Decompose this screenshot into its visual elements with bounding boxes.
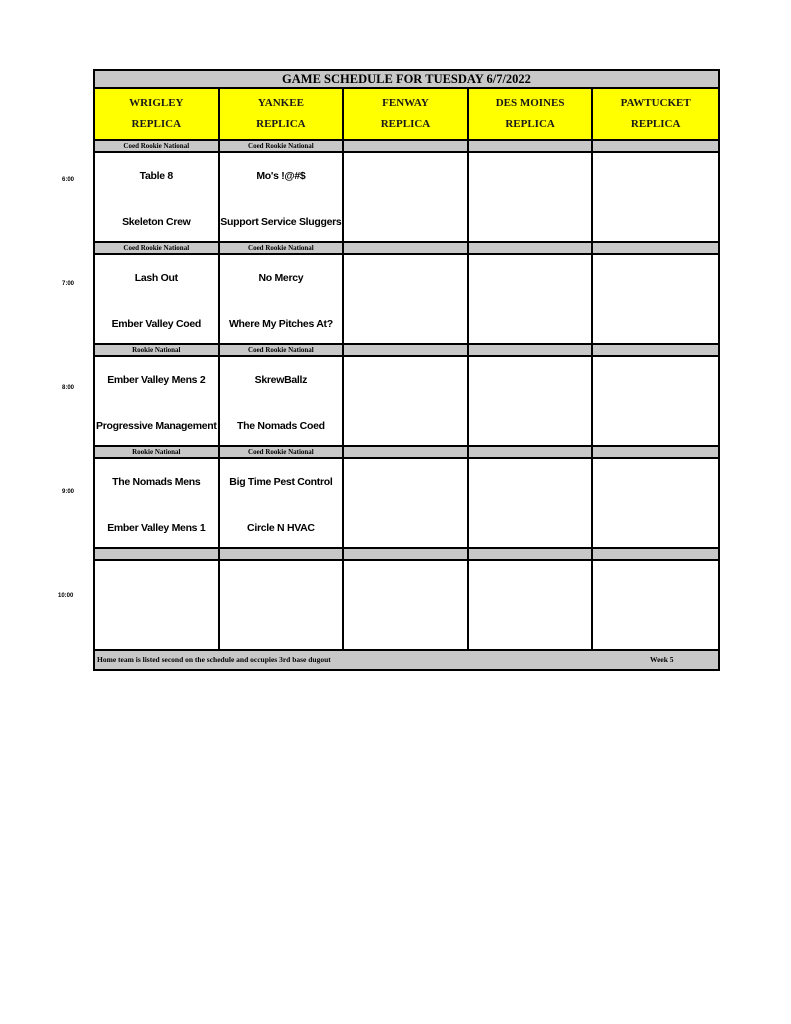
home-team: Ember Valley Coed xyxy=(111,318,202,330)
game-cell xyxy=(220,357,345,447)
division-band xyxy=(93,447,720,459)
game-row xyxy=(93,561,720,651)
division-label xyxy=(344,243,469,255)
game-cell xyxy=(344,255,469,345)
away-team: Mo's !@#$ xyxy=(256,170,306,182)
away-team: The Nomads Mens xyxy=(112,476,201,488)
division-band xyxy=(93,141,720,153)
division-label: Coed Rookie National xyxy=(220,243,345,255)
game-cell xyxy=(469,357,594,447)
game-cell xyxy=(344,561,469,651)
division-label xyxy=(344,447,469,459)
field-header-row xyxy=(93,89,720,141)
division-label xyxy=(469,549,594,561)
game-cell xyxy=(593,561,718,651)
field-header-fenway xyxy=(344,89,469,141)
home-team: Skeleton Crew xyxy=(122,216,191,228)
division-label: Coed Rookie National xyxy=(220,345,345,357)
time-label: 9:00 xyxy=(62,489,75,495)
field-name: FENWAY xyxy=(382,97,429,109)
game-cell xyxy=(469,561,594,651)
game-cell xyxy=(220,153,345,243)
time-slots xyxy=(93,141,720,651)
home-team: Ember Valley Mens 1 xyxy=(107,522,206,534)
division-label: Coed Rookie National xyxy=(95,141,220,153)
field-name: WRIGLEY xyxy=(129,97,184,109)
division-label: Rookie National xyxy=(95,345,220,357)
game-cell xyxy=(593,357,718,447)
game-cell xyxy=(344,357,469,447)
home-team: Support Service Sluggers xyxy=(220,216,342,228)
division-label xyxy=(220,549,345,561)
division-label xyxy=(469,447,594,459)
game-cell xyxy=(95,255,220,345)
game-cell xyxy=(593,459,718,549)
game-row xyxy=(93,459,720,549)
division-band xyxy=(93,243,720,255)
time-label: 7:00 xyxy=(62,281,75,287)
away-team: SkrewBallz xyxy=(254,374,308,386)
division-label xyxy=(344,141,469,153)
division-label xyxy=(344,345,469,357)
game-cell xyxy=(95,459,220,549)
division-label xyxy=(593,243,718,255)
home-team: Progressive Management xyxy=(95,420,217,432)
game-cell xyxy=(95,153,220,243)
game-cell xyxy=(593,153,718,243)
field-name: PAWTUCKET xyxy=(620,97,691,109)
home-team-note: Home team is listed second on the schedule and occupies 3rd base dugout xyxy=(97,655,331,664)
division-label: Coed Rookie National xyxy=(95,243,220,255)
game-cell xyxy=(220,459,345,549)
division-label xyxy=(593,345,718,357)
game-row xyxy=(93,255,720,345)
division-label: Rookie National xyxy=(95,447,220,459)
field-name: DES MOINES xyxy=(495,97,565,109)
time-label: 10:00 xyxy=(58,593,74,599)
game-cell xyxy=(220,561,345,651)
field-header-des-moines xyxy=(469,89,594,141)
division-label: Coed Rookie National xyxy=(220,447,345,459)
game-cell xyxy=(344,153,469,243)
field-name: YANKEE xyxy=(257,97,304,109)
game-cell xyxy=(593,255,718,345)
division-band xyxy=(93,549,720,561)
home-team: Circle N HVAC xyxy=(247,522,315,534)
game-row xyxy=(93,357,720,447)
game-cell xyxy=(220,255,345,345)
field-header-pawtucket xyxy=(593,89,718,141)
game-cell xyxy=(344,459,469,549)
division-label xyxy=(593,447,718,459)
time-label: 8:00 xyxy=(62,385,75,391)
away-team: No Mercy xyxy=(258,272,304,284)
schedule-footer xyxy=(93,651,720,671)
schedule-title: GAME SCHEDULE FOR TUESDAY 6/7/2022 xyxy=(93,69,720,89)
game-cell xyxy=(469,153,594,243)
field-type: REPLICA xyxy=(256,118,306,130)
division-label xyxy=(469,243,594,255)
division-band xyxy=(93,345,720,357)
game-cell xyxy=(469,255,594,345)
away-team: Lash Out xyxy=(134,272,178,284)
game-cell xyxy=(95,561,220,651)
division-label xyxy=(344,549,469,561)
home-team: Where My Pitches At? xyxy=(228,318,333,330)
division-label xyxy=(593,141,718,153)
field-type: REPLICA xyxy=(131,118,182,130)
division-label: Coed Rookie National xyxy=(220,141,345,153)
field-header-yankee xyxy=(220,89,345,141)
game-cell xyxy=(469,459,594,549)
away-team: Ember Valley Mens 2 xyxy=(107,374,206,386)
division-label xyxy=(95,549,220,561)
field-type: REPLICA xyxy=(380,118,431,130)
away-team: Big Time Pest Control xyxy=(229,476,333,488)
division-label xyxy=(469,141,594,153)
time-label: 6:00 xyxy=(62,177,75,183)
away-team: Table 8 xyxy=(139,170,173,182)
home-team: The Nomads Coed xyxy=(237,420,325,432)
schedule-table xyxy=(93,69,720,671)
field-header-wrigley xyxy=(95,89,220,141)
week-label: Week 5 xyxy=(650,655,674,664)
game-cell xyxy=(95,357,220,447)
division-label xyxy=(469,345,594,357)
field-type: REPLICA xyxy=(505,118,555,130)
field-type: REPLICA xyxy=(630,118,681,130)
game-row xyxy=(93,153,720,243)
division-label xyxy=(593,549,718,561)
